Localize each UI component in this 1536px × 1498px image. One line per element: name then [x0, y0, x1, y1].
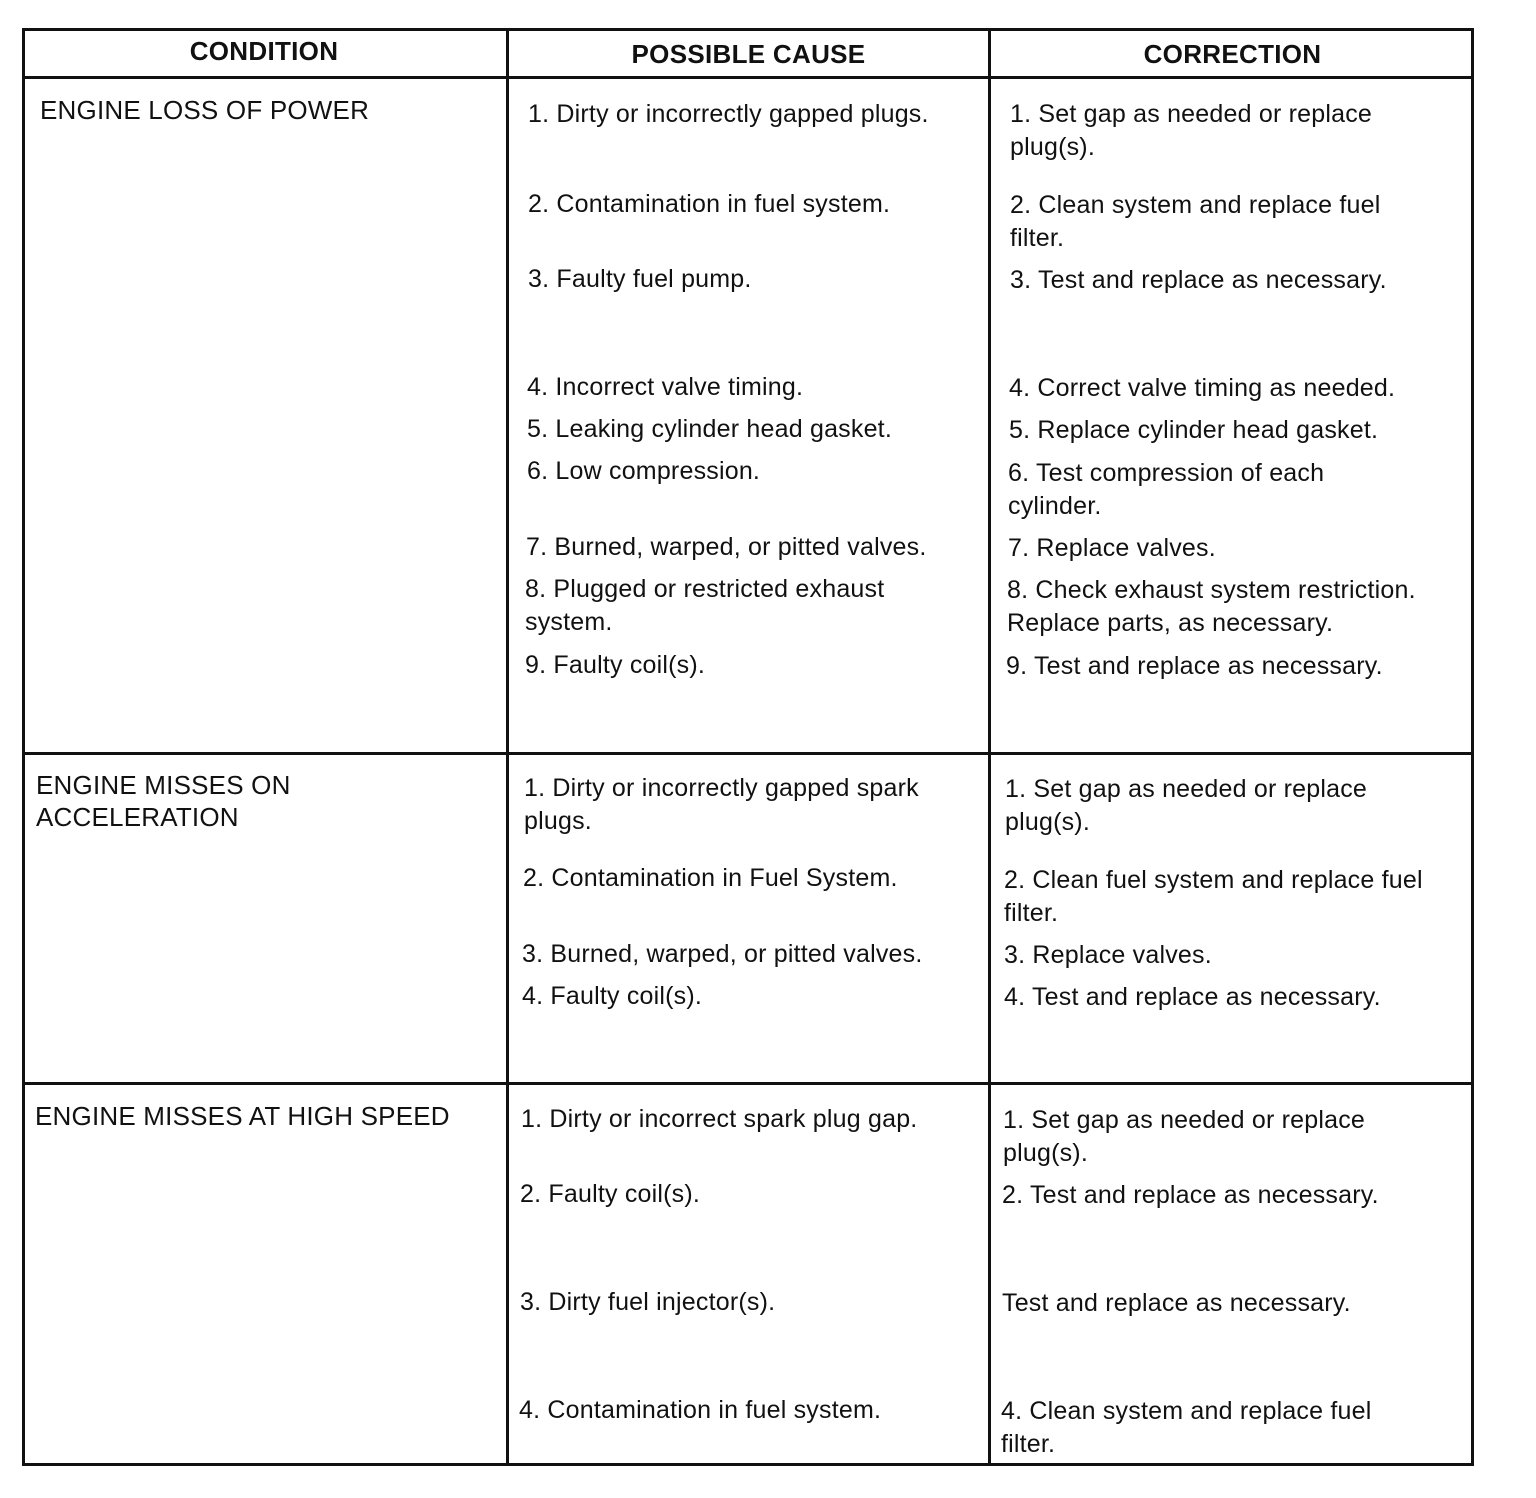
correction-cell: 2. Clean fuel system and replace fuel filter. — [1004, 866, 1423, 927]
cause-cell: 2. Contamination in Fuel System. — [523, 864, 898, 892]
cause-cell: 3. Faulty fuel pump. — [528, 265, 752, 293]
correction-cell: 1. Set gap as needed or replace plug(s). — [1005, 775, 1368, 836]
cause-cell: 4. Contamination in fuel system. — [519, 1396, 882, 1424]
section-divider — [22, 1082, 1474, 1085]
cause-cell: 1. Dirty or incorrectly gapped plugs. — [528, 100, 929, 128]
cause-cell: 1. Dirty or incorrectly gapped spark plugs. — [524, 774, 919, 835]
cause-cell: 7. Burned, warped, or pitted valves. — [526, 533, 927, 561]
header-correction: CORRECTION — [1143, 39, 1322, 69]
cause-cell: 4. Faulty coil(s). — [522, 982, 703, 1010]
cause-cell: 2. Contamination in fuel system. — [528, 190, 891, 218]
correction-cell: 8. Check exhaust system restriction. Replace parts, as necessary. — [1007, 576, 1416, 637]
column-divider — [988, 28, 991, 1466]
correction-cell: 2. Clean system and replace fuel filter. — [1010, 191, 1381, 252]
correction-cell: 7. Replace valves. — [1008, 534, 1216, 562]
correction-cell: 9. Test and replace as necessary. — [1006, 652, 1383, 680]
correction-cell: Test and replace as necessary. — [1002, 1289, 1351, 1317]
condition-engine-misses-on-acceleration: ENGINE MISSES ON ACCELERATION — [36, 770, 291, 832]
troubleshooting-table — [22, 28, 1474, 1466]
cause-cell: 8. Plugged or restricted exhaust system. — [525, 575, 885, 636]
cause-cell: 3. Dirty fuel injector(s). — [520, 1288, 776, 1316]
header-divider — [22, 76, 1474, 79]
cause-cell: 3. Burned, warped, or pitted valves. — [522, 940, 923, 968]
correction-cell: 1. Set gap as needed or replace plug(s). — [1003, 1106, 1366, 1167]
correction-cell: 6. Test compression of each cylinder. — [1008, 459, 1325, 520]
header-condition: CONDITION — [189, 36, 339, 66]
correction-cell: 4. Test and replace as necessary. — [1004, 983, 1381, 1011]
cause-cell: 1. Dirty or incorrect spark plug gap. — [521, 1105, 918, 1133]
cause-cell: 5. Leaking cylinder head gasket. — [527, 415, 892, 443]
correction-cell: 4. Correct valve timing as needed. — [1009, 374, 1396, 402]
correction-cell: 4. Clean system and replace fuel filter. — [1001, 1397, 1372, 1458]
correction-cell: 3. Replace valves. — [1004, 941, 1212, 969]
correction-cell: 3. Test and replace as necessary. — [1010, 266, 1387, 294]
column-divider — [506, 28, 509, 1466]
correction-cell: 2. Test and replace as necessary. — [1002, 1181, 1379, 1209]
header-possible-cause: POSSIBLE CAUSE — [631, 39, 866, 69]
correction-cell: 1. Set gap as needed or replace plug(s). — [1010, 100, 1373, 161]
cause-cell: 9. Faulty coil(s). — [525, 651, 706, 679]
section-divider — [22, 752, 1474, 755]
condition-engine-loss-of-power: ENGINE LOSS OF POWER — [40, 95, 370, 125]
cause-cell: 4. Incorrect valve timing. — [527, 373, 804, 401]
cause-cell: 6. Low compression. — [527, 457, 761, 485]
condition-engine-misses-at-high-speed: ENGINE MISSES AT HIGH SPEED — [35, 1101, 450, 1131]
correction-cell: 5. Replace cylinder head gasket. — [1009, 416, 1379, 444]
cause-cell: 2. Faulty coil(s). — [520, 1180, 701, 1208]
